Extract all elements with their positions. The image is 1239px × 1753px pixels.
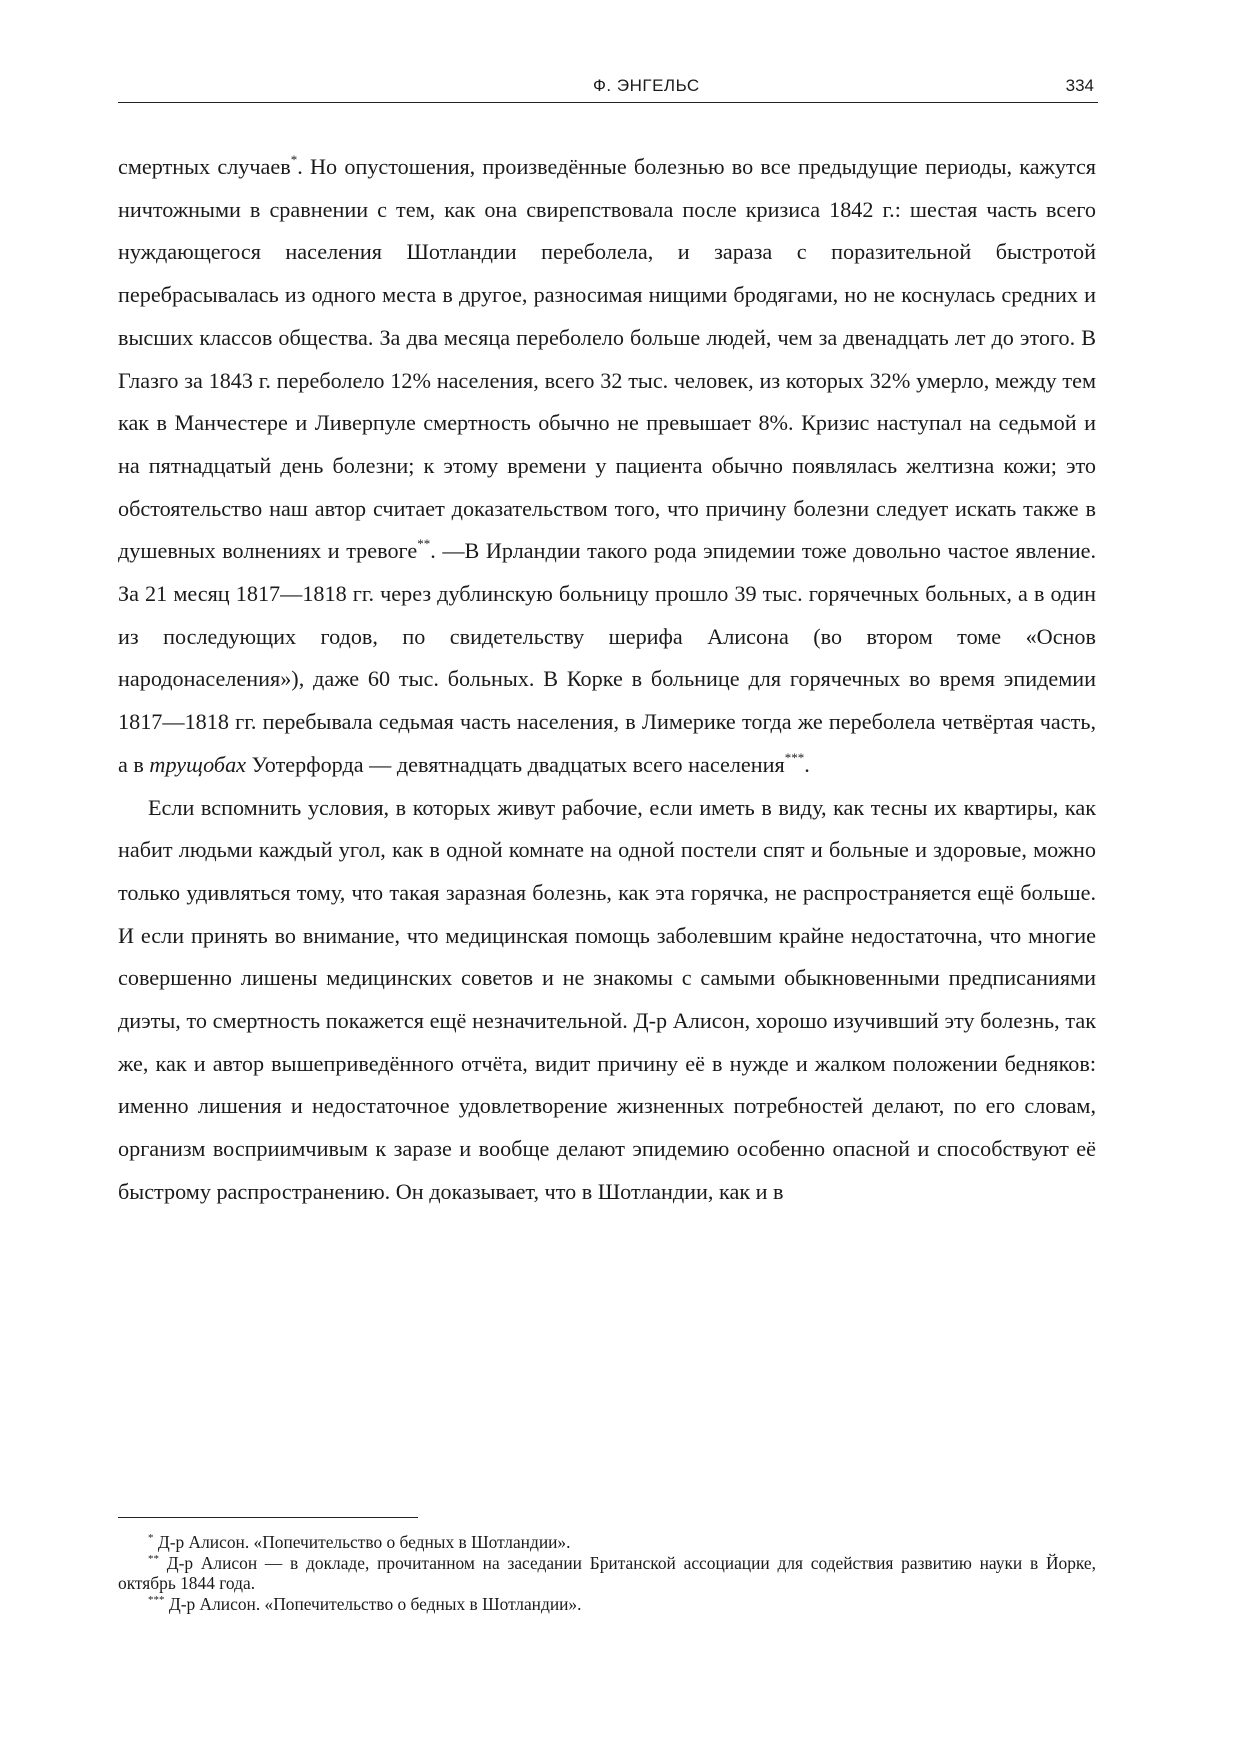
footnote-text: Д-р Алисон. «Попечительство о бедных в Шотландии». — [157, 1532, 571, 1552]
emphasized-text: трущобах — [149, 751, 247, 777]
footnote-text: Д-р Алисон — в докладе, прочитанном на заседании Британской ассоциации для содействия развитию науки в Йорке, октябрь 1844 года. — [118, 1552, 1096, 1593]
running-header — [118, 74, 1098, 103]
header-author: Ф. ЭНГЕЛЬС — [593, 76, 700, 95]
footnote-1 — [118, 1532, 1096, 1553]
footnote-ref-1[interactable]: * — [290, 152, 298, 167]
paragraph-1 — [118, 146, 1096, 787]
footnote-mark: * — [148, 1532, 154, 1544]
text-run: . —В Ирландии такого рода эпидемии тоже довольно частое явление. За 21 месяц 1817—1818 гг. через дублинскую больницу прошло 39 тыс. горячечных больных, а в один из последующих годов, по свидетельству шерифа Алисона (во втором томе «Основ народонаселения»), даже 60 тыс. больных. В Корке в больнице для горячечных во время эпидемии 1817—1818 гг. перебывала седьмая часть населения, в Лимерике тогда же переболела четвёртая часть, а в — [118, 538, 1096, 777]
text-run: . — [804, 751, 810, 777]
text-run: . Но опустошения, произведённые болезнью во все предыдущие периоды, кажутся ничтожными в сравнении с тем, как она свирепствовала после кризиса 1842 г.: шестая часть всего нуждающегося населения Шотландии переболела, и зараза с поразительной быстротой перебрасывалась из одного места в другое, разносимая нищими бродягами, но не коснулась средних и высших классов общества. За два месяца переболело больше людей, чем за двенадцать лет до этого. В Глазго за 1843 г. переболело 12% населения, всего 32 тыс. человек, из которых 32% умерло, между тем как в Манчестере и Ливерпуле смертность обычно не превышает 8%. Кризис наступал на седьмой и на пятнадцатый день болезни; к этому времени у пациента обычно появлялась желтизна кожи; это обстоятельство наш автор считает доказательством того, что причину болезни следует искать также в душевных волнениях и тревоге — [118, 154, 1096, 564]
footnote-mark: ** — [148, 1552, 159, 1565]
footnote-ref-3[interactable]: *** — [784, 749, 805, 765]
body-text — [118, 146, 1096, 1214]
paragraph-2 — [118, 787, 1096, 1214]
text-run: Если вспомнить условия, в которых живут рабочие, если иметь в виду, как тесны их квартиры, как набит людьми каждый угол, как в одной комнате на одной постели спят и больные и здоровые, можно только удивляться тому, что такая заразная болезнь, как эта горячка, не распространяется ещё больше. И если принять во внимание, что медицинская помощь заболевшим крайне недостаточна, что многие совершенно лишены медицинских советов и не знакомы с самыми обыкновенными предписаниями диэты, то смертность покажется ещё незначительной. Д-р Алисон, хорошо изучивший эту болезнь, так же, как и автор вышеприведённого отчёта, видит причину её в нужде и жалком положении бедняков: именно лишения и недостаточное удовлетворение жизненных потребностей делают, по его словам, организм восприимчивым к заразе и вообще делают эпидемию особенно опасной и способствуют её быстрому распространению. Он доказывает, что в Шотландии, как и в — [118, 794, 1096, 1204]
footnote-divider — [118, 1517, 418, 1518]
footnote-2 — [118, 1553, 1096, 1594]
text-run: Уотерфорда — девятнадцать двадцатых всего населения — [246, 751, 785, 777]
footnote-ref-2[interactable]: ** — [417, 536, 431, 552]
footnote-mark: *** — [148, 1593, 165, 1606]
footnotes — [118, 1532, 1096, 1614]
footnote-3 — [118, 1594, 1096, 1615]
footnote-text: Д-р Алисон. «Попечительство о бедных в Шотландии». — [168, 1593, 582, 1614]
text-run: смертных случаев — [118, 154, 291, 179]
page-number: 334 — [1065, 76, 1094, 95]
